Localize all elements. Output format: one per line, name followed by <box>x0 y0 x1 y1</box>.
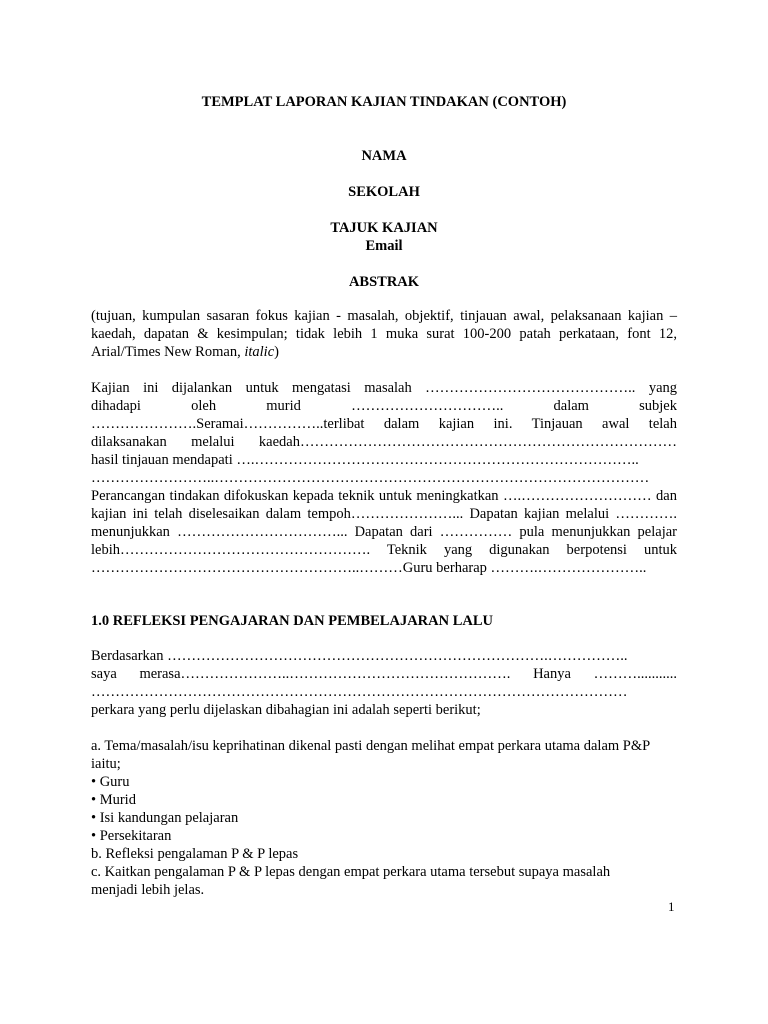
school-field: SEKOLAH <box>348 184 420 200</box>
abstract-line: lebih……………………………………………. Teknik yang digunakan berpotensi untuk <box>91 542 677 558</box>
section-heading: 1.0 REFLEKSI PENGAJARAN DAN PEMBELAJARAN LALU <box>91 613 493 629</box>
section1-line: Berdasarkan …………………………………………………………………….…………….. <box>91 648 628 664</box>
section1-body <box>91 647 677 719</box>
list-item-a: a. Tema/masalah/isu keprihatinan dikenal pasti dengan melihat empat perkara utama dalam P&P <box>91 738 651 754</box>
abstract-line: Kajian ini dijalankan untuk mengatasi masalah …………………………………….. yang <box>91 380 677 396</box>
page-number: 1 <box>668 899 675 914</box>
abstract-body <box>91 379 677 577</box>
abstract-heading: ABSTRAK <box>348 274 420 290</box>
abstract-line: ………………….Seramai……………..terlibat dalam kajian ini. Tinjauan awal telah <box>91 416 677 432</box>
abstract-line: dihadapi oleh murid ………………………….. dalam subjek <box>91 398 677 414</box>
abstract-line: kajian ini telah diselesaikan dalam tempoh…………………... Dapatan kajian melalui …………. <box>91 506 677 522</box>
abstract-line: hasil tinjauan mendapati ….…………………………………………………………………….. <box>91 452 639 468</box>
name-field: NAMA <box>361 148 407 164</box>
guidance-list <box>91 737 677 899</box>
abstract-line: ………………………………………………..………Guru berharap ……….………………….. <box>91 560 647 576</box>
abstract-line: dilaksanakan melalui kaedah…………………………………………………………………… <box>91 434 677 450</box>
abstract-note-line: Arial/Times New Roman, italic) <box>91 344 279 360</box>
list-item-a-cont: iaitu; <box>91 756 121 772</box>
list-item-c: c. Kaitkan pengalaman P & P lepas dengan empat perkara utama tersebut supaya masalah <box>91 864 611 880</box>
abstract-note <box>91 307 677 361</box>
list-item-b: b. Refleksi pengalaman P & P lepas <box>91 846 299 862</box>
abstract-line: Perancangan tindakan difokuskan kepada teknik untuk meningkatkan ….……………………… dan <box>91 488 677 504</box>
section1-line: perkara yang perlu dijelaskan dibahagian ini adalah seperti berikut; <box>91 702 481 718</box>
study-title-field: TAJUK KAJIAN <box>330 220 438 236</box>
abstract-note-line: kaedah, dapatan & kesimpulan; tidak lebih 1 muka surat 100-200 patah perkataan, font 12, <box>91 326 677 342</box>
bullet-item: • Isi kandungan pelajaran <box>91 810 239 826</box>
list-item-c-cont: menjadi lebih jelas. <box>91 882 205 898</box>
document-title: TEMPLAT LAPORAN KAJIAN TINDAKAN (CONTOH) <box>201 94 567 110</box>
section1-line: ………………………………………………………………………………………………… <box>91 684 628 700</box>
bullet-item: • Murid <box>91 792 136 808</box>
bullet-item: • Guru <box>91 774 130 790</box>
section1-line: saya merasa…………………..………………………………………. Hanya ………........... <box>91 666 677 682</box>
bullet-item: • Persekitaran <box>91 828 172 844</box>
email-field: Email <box>365 238 403 254</box>
abstract-note-line: (tujuan, kumpulan sasaran fokus kajian - masalah, objektif, tinjauan awal, pelaksanaan kajian – <box>91 308 677 324</box>
abstract-line: menunjukkan ……………………………... Dapatan dari …………… pula menunjukkan pelajar <box>91 524 677 540</box>
abstract-line: ……………………..……………………………………………………………………………… <box>91 470 650 486</box>
